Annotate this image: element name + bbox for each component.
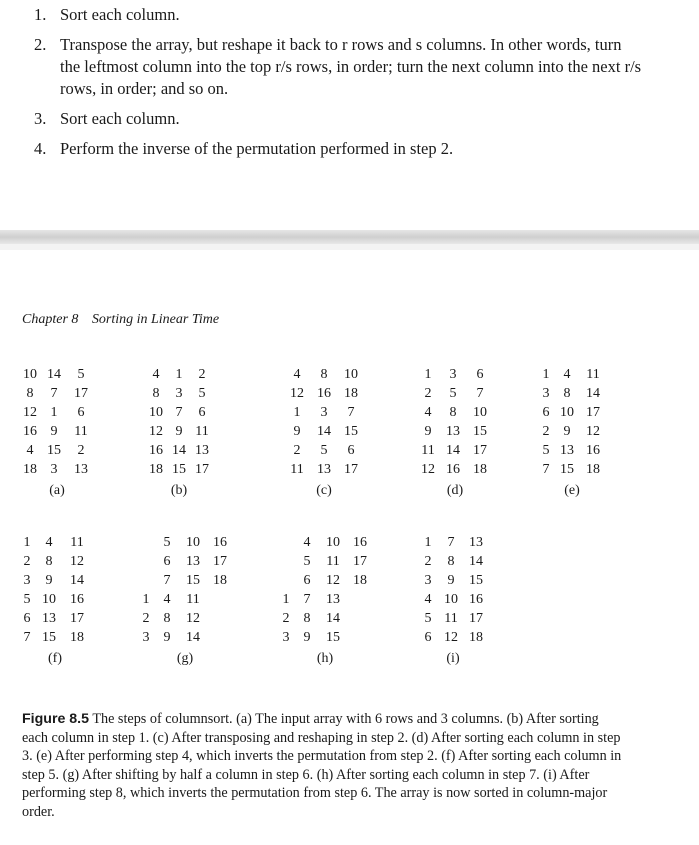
array-cell: 12 [421, 462, 435, 477]
array-cell: 7 [175, 405, 183, 420]
array-cell: 17 [74, 386, 88, 401]
step-number: 3. [34, 109, 47, 128]
array-label: (d) [446, 483, 464, 498]
array-row [415, 365, 495, 384]
array-row [18, 609, 92, 628]
array-cell: 10 [344, 367, 358, 382]
step-item [34, 108, 644, 130]
array-cell: 8 [320, 367, 328, 382]
array-cell: 14 [70, 573, 84, 588]
array-cell: 4 [424, 405, 432, 420]
array-cell: 4 [152, 367, 160, 382]
array-cell: 12 [70, 554, 84, 569]
array-cell: 7 [50, 386, 58, 401]
array-cell [277, 552, 295, 571]
array-cell: 17 [344, 462, 358, 477]
array-row [283, 365, 365, 384]
array-cell: 18 [23, 462, 37, 477]
array-cell: 10 [473, 405, 487, 420]
array-grid [277, 533, 373, 647]
array-cell: 14 [186, 630, 200, 645]
array-cell: 17 [353, 554, 367, 569]
array-row [18, 422, 96, 441]
array-cell: 8 [152, 386, 160, 401]
array-e [535, 365, 609, 499]
array-cell: 6 [347, 443, 355, 458]
array-cell: 18 [469, 630, 483, 645]
array-row [18, 552, 92, 571]
array-row [137, 533, 233, 552]
array-cell: 3 [175, 386, 183, 401]
array-row [18, 571, 92, 590]
array-cell [347, 609, 373, 628]
array-row [143, 441, 215, 460]
step-text: Transpose the array, but reshape it back to r rows and s columns. In other words, turn the leftmost column into the top r/s rows, in order; turn the next column into the next r/s rows, in order; and so on. [60, 35, 642, 98]
step-item [34, 4, 644, 26]
array-cell: 8 [303, 611, 311, 626]
array-cell: 18 [473, 462, 487, 477]
array-cell: 6 [303, 573, 311, 588]
array-cell: 8 [563, 386, 571, 401]
array-cell: 2 [293, 443, 301, 458]
array-cell: 8 [447, 554, 455, 569]
array-cell: 17 [473, 443, 487, 458]
array-cell: 9 [50, 424, 58, 439]
array-h [277, 533, 373, 667]
array-cell: 15 [172, 462, 186, 477]
array-row [137, 590, 233, 609]
array-cell: 9 [303, 630, 311, 645]
array-d [415, 365, 495, 499]
array-row [417, 552, 489, 571]
array-row [417, 628, 489, 647]
array-label: (f) [48, 651, 62, 666]
step-item [34, 138, 644, 160]
array-row [143, 365, 215, 384]
array-row [277, 609, 373, 628]
array-cell: 9 [45, 573, 53, 588]
array-row [137, 571, 233, 590]
array-row [283, 441, 365, 460]
array-cell [137, 571, 155, 590]
array-cell: 15 [47, 443, 61, 458]
array-cell: 10 [149, 405, 163, 420]
array-cell: 3 [542, 386, 550, 401]
array-cell: 7 [447, 535, 455, 550]
array-cell: 10 [23, 367, 37, 382]
array-cell: 6 [198, 405, 206, 420]
array-cell [137, 552, 155, 571]
array-cell: 3 [23, 573, 31, 588]
array-g [137, 533, 233, 667]
array-row [18, 441, 96, 460]
array-cell: 6 [77, 405, 85, 420]
array-row [18, 628, 92, 647]
array-row [417, 590, 489, 609]
array-cell: 4 [45, 535, 53, 550]
array-cell: 8 [163, 611, 171, 626]
array-row [283, 403, 365, 422]
array-row [143, 422, 215, 441]
array-cell: 16 [149, 443, 163, 458]
array-grid [283, 365, 365, 479]
array-cell: 9 [293, 424, 301, 439]
array-grid [417, 533, 489, 647]
array-row [137, 552, 233, 571]
array-cell: 15 [473, 424, 487, 439]
array-cell [207, 609, 233, 628]
array-cell: 16 [213, 535, 227, 550]
array-row [415, 422, 495, 441]
array-cell: 5 [163, 535, 171, 550]
array-cell: 10 [326, 535, 340, 550]
array-cell [137, 533, 155, 552]
array-cell: 15 [344, 424, 358, 439]
array-cell: 10 [42, 592, 56, 607]
array-grid [18, 365, 96, 479]
array-cell: 4 [293, 367, 301, 382]
array-row [415, 441, 495, 460]
array-cell: 10 [444, 592, 458, 607]
array-cell: 5 [449, 386, 457, 401]
array-cell: 16 [353, 535, 367, 550]
array-cell: 14 [586, 386, 600, 401]
array-cell: 4 [163, 592, 171, 607]
array-cell: 8 [26, 386, 34, 401]
array-cell: 5 [542, 443, 550, 458]
array-cell: 2 [142, 611, 150, 626]
array-row [535, 422, 609, 441]
array-row [415, 403, 495, 422]
array-cell: 13 [42, 611, 56, 626]
array-i [417, 533, 489, 667]
array-cell: 5 [77, 367, 85, 382]
array-cell [207, 590, 233, 609]
array-cell: 18 [353, 573, 367, 588]
array-cell: 2 [282, 611, 290, 626]
array-cell [347, 590, 373, 609]
array-cell: 12 [586, 424, 600, 439]
array-grid [143, 365, 215, 479]
array-cell: 9 [447, 573, 455, 588]
array-cell: 3 [449, 367, 457, 382]
array-cell: 17 [469, 611, 483, 626]
array-row [535, 365, 609, 384]
array-label: (c) [316, 483, 332, 498]
array-cell: 11 [195, 424, 209, 439]
array-cell: 12 [290, 386, 304, 401]
array-cell: 4 [424, 592, 432, 607]
array-b [143, 365, 215, 499]
array-row [535, 441, 609, 460]
array-cell: 8 [45, 554, 53, 569]
array-cell: 15 [560, 462, 574, 477]
array-cell: 14 [469, 554, 483, 569]
step-number: 4. [34, 139, 47, 158]
array-cell: 13 [446, 424, 460, 439]
array-row [417, 571, 489, 590]
array-row [277, 571, 373, 590]
array-label: (g) [176, 651, 194, 666]
array-cell: 9 [424, 424, 432, 439]
array-cell: 17 [586, 405, 600, 420]
step-list [34, 4, 644, 168]
array-cell: 11 [186, 592, 200, 607]
array-row [137, 628, 233, 647]
array-cell: 14 [47, 367, 61, 382]
array-cell: 4 [303, 535, 311, 550]
array-cell: 3 [282, 630, 290, 645]
array-cell: 12 [444, 630, 458, 645]
array-row [417, 609, 489, 628]
array-cell: 1 [23, 535, 31, 550]
figure-caption [22, 710, 622, 821]
array-cell: 11 [74, 424, 88, 439]
array-cell: 2 [198, 367, 206, 382]
array-cell: 2 [23, 554, 31, 569]
array-row [143, 403, 215, 422]
array-cell: 9 [563, 424, 571, 439]
array-cell: 7 [303, 592, 311, 607]
array-row [535, 403, 609, 422]
array-cell: 1 [50, 405, 58, 420]
array-cell: 2 [542, 424, 550, 439]
page-divider-shadow [0, 244, 699, 250]
chapter-label: Chapter 8 [22, 312, 79, 327]
array-cell: 18 [149, 462, 163, 477]
array-cell: 9 [175, 424, 183, 439]
array-cell: 11 [421, 443, 435, 458]
array-row [535, 384, 609, 403]
chapter-title: Sorting in Linear Time [91, 312, 220, 327]
step-item [34, 34, 644, 100]
array-cell: 13 [560, 443, 574, 458]
array-cell: 3 [142, 630, 150, 645]
running-header [22, 312, 229, 328]
array-cell: 13 [186, 554, 200, 569]
array-cell: 4 [26, 443, 34, 458]
array-cell: 9 [163, 630, 171, 645]
array-row [143, 460, 215, 479]
array-row [18, 403, 96, 422]
array-grid [415, 365, 495, 479]
array-label: (i) [446, 651, 460, 666]
array-cell: 18 [213, 573, 227, 588]
step-text: Sort each column. [60, 5, 180, 24]
array-row [415, 384, 495, 403]
array-cell: 15 [186, 573, 200, 588]
array-cell: 6 [424, 630, 432, 645]
array-cell: 1 [282, 592, 290, 607]
array-row [415, 460, 495, 479]
array-cell: 13 [326, 592, 340, 607]
array-label: (b) [170, 483, 188, 498]
array-cell: 6 [476, 367, 484, 382]
array-cell: 13 [195, 443, 209, 458]
array-cell: 15 [42, 630, 56, 645]
array-cell: 11 [444, 611, 458, 626]
array-cell: 1 [175, 367, 183, 382]
array-a [18, 365, 96, 499]
array-cell: 8 [449, 405, 457, 420]
array-cell: 14 [172, 443, 186, 458]
array-cell: 6 [542, 405, 550, 420]
array-cell: 10 [560, 405, 574, 420]
array-cell: 13 [317, 462, 331, 477]
array-cell: 16 [317, 386, 331, 401]
array-cell: 16 [23, 424, 37, 439]
array-row [417, 533, 489, 552]
array-cell: 2 [424, 554, 432, 569]
array-cell [347, 628, 373, 647]
array-row [283, 460, 365, 479]
array-cell: 16 [446, 462, 460, 477]
array-cell: 5 [320, 443, 328, 458]
array-cell: 14 [317, 424, 331, 439]
page-divider [0, 230, 699, 244]
array-row [277, 552, 373, 571]
array-cell [207, 628, 233, 647]
array-row [283, 422, 365, 441]
array-row [277, 628, 373, 647]
array-cell: 17 [70, 611, 84, 626]
array-cell: 15 [469, 573, 483, 588]
array-row [277, 533, 373, 552]
figure-label: Figure 8.5 [22, 711, 90, 727]
array-cell: 18 [344, 386, 358, 401]
array-cell: 10 [186, 535, 200, 550]
array-row [277, 590, 373, 609]
array-cell [277, 533, 295, 552]
array-cell: 1 [142, 592, 150, 607]
array-cell: 7 [347, 405, 355, 420]
array-row [535, 460, 609, 479]
array-cell: 1 [424, 535, 432, 550]
array-cell: 16 [469, 592, 483, 607]
array-row [143, 384, 215, 403]
array-cell: 11 [70, 535, 84, 550]
array-cell: 5 [424, 611, 432, 626]
array-cell: 7 [476, 386, 484, 401]
step-text: Perform the inverse of the permutation performed in step 2. [60, 139, 454, 158]
array-cell: 13 [469, 535, 483, 550]
array-row [137, 609, 233, 628]
array-cell: 11 [290, 462, 304, 477]
array-c [283, 365, 365, 499]
array-cell: 5 [198, 386, 206, 401]
array-cell: 3 [320, 405, 328, 420]
array-cell: 7 [542, 462, 550, 477]
array-cell: 16 [586, 443, 600, 458]
array-grid [18, 533, 92, 647]
array-cell: 6 [23, 611, 31, 626]
array-cell: 3 [424, 573, 432, 588]
array-cell: 17 [195, 462, 209, 477]
array-cell: 2 [424, 386, 432, 401]
array-row [18, 365, 96, 384]
array-label: (a) [49, 483, 65, 498]
step-number: 1. [34, 5, 47, 24]
array-cell: 3 [50, 462, 58, 477]
array-cell: 12 [149, 424, 163, 439]
array-cell: 18 [586, 462, 600, 477]
step-number: 2. [34, 35, 47, 54]
array-cell: 1 [542, 367, 550, 382]
array-row [18, 460, 96, 479]
array-cell: 12 [23, 405, 37, 420]
array-cell: 12 [186, 611, 200, 626]
array-cell: 5 [303, 554, 311, 569]
array-cell: 1 [293, 405, 301, 420]
array-cell: 12 [326, 573, 340, 588]
array-cell: 14 [446, 443, 460, 458]
array-cell: 1 [424, 367, 432, 382]
array-cell: 2 [77, 443, 85, 458]
array-cell: 5 [23, 592, 31, 607]
array-cell: 11 [586, 367, 600, 382]
caption-text: The steps of columnsort. (a) The input array with 6 rows and 3 columns. (b) After sorting each column in step 1. (c) After transposing and reshaping in step 2. (d) After sorting each column in step 3. (e) After performing step 4, which inverts the permutation from step 2. (f) After sorting each column in step 5. (g) After shifting by half a column in step 6. (h) After sorting each column in step 7. (i) After performing step 8, which inverts the permutation from step 6. The array is now sorted in column-major order. [22, 711, 622, 820]
array-label: (e) [564, 483, 580, 498]
array-cell: 4 [563, 367, 571, 382]
array-row [18, 590, 92, 609]
array-row [18, 533, 92, 552]
array-cell: 14 [326, 611, 340, 626]
array-cell: 7 [163, 573, 171, 588]
array-cell: 17 [213, 554, 227, 569]
array-label: (h) [316, 651, 334, 666]
array-row [18, 384, 96, 403]
array-cell: 16 [70, 592, 84, 607]
array-cell: 6 [163, 554, 171, 569]
array-cell: 11 [326, 554, 340, 569]
array-grid [137, 533, 233, 647]
array-row [283, 384, 365, 403]
array-cell: 7 [23, 630, 31, 645]
array-cell: 18 [70, 630, 84, 645]
array-cell: 13 [74, 462, 88, 477]
array-cell: 15 [326, 630, 340, 645]
array-cell [277, 571, 295, 590]
array-grid [535, 365, 609, 479]
step-text: Sort each column. [60, 109, 180, 128]
array-f [18, 533, 92, 667]
